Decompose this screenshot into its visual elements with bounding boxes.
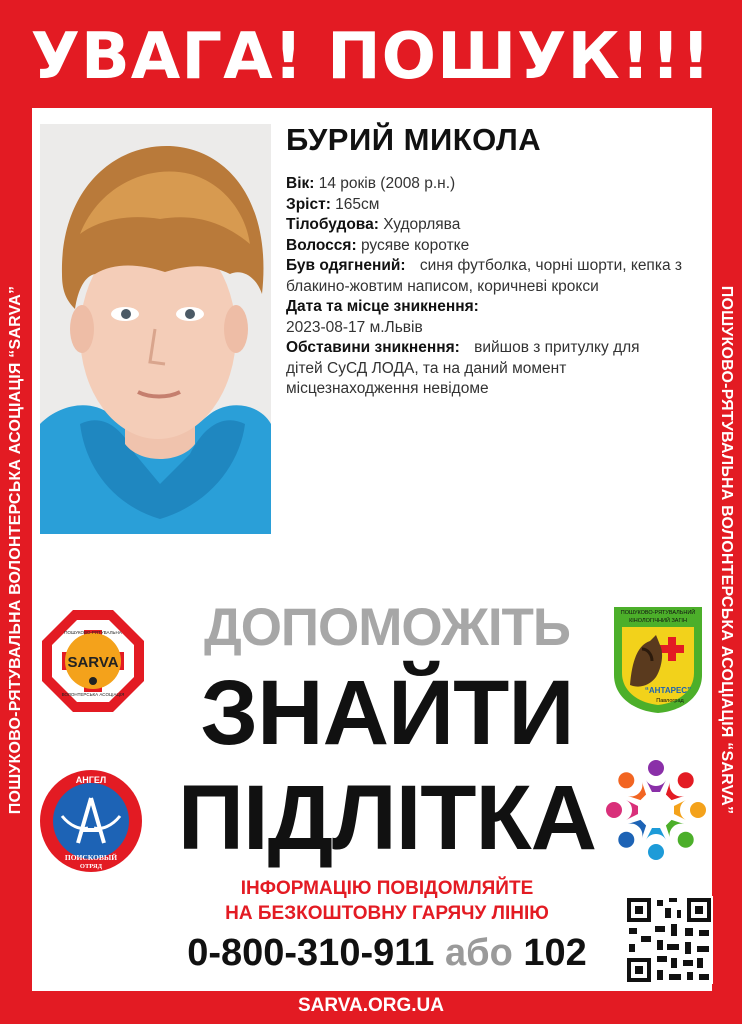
poster-headline: УВАГА! ПОШУК!!! (30, 20, 712, 94)
hotline-notice (152, 876, 622, 926)
angel-logo (38, 768, 144, 874)
appeal-line-help: ДОПОМОЖІТЬ (203, 598, 571, 657)
angel-logo-bottom-2: ОТРЯД (79, 863, 103, 870)
age-value: 14 років (2008 р.н.) (318, 175, 456, 192)
hotline-notice-line2: НА БЕЗКОШТОВНУ ГАРЯЧУ ЛІНІЮ (225, 903, 549, 924)
content-panel (32, 108, 712, 991)
clothing-row (286, 256, 706, 297)
date-row (286, 297, 706, 338)
person-info (286, 120, 706, 400)
angel-logo-top: АНГЕЛ (75, 775, 107, 785)
person-photo (40, 124, 271, 534)
hair-row (286, 236, 706, 257)
age-label: Вік: (286, 175, 315, 192)
antares-logo (612, 605, 704, 715)
hair-value: русяве коротке (360, 236, 470, 254)
circumstances-value-line2: дітей СуСД ЛОДА, та на даний момент (286, 359, 567, 377)
hair-label: Волосся: (286, 236, 357, 254)
appeal-line-teen: ПІДЛІТКА (177, 767, 597, 869)
circumstances-value-line1: вийшов з притулку для (474, 339, 640, 356)
sarva-logo-ring-top: ПОШУКОВО-РЯТУВАЛЬНА (64, 630, 122, 635)
antares-logo-city: Павлоград (656, 698, 684, 704)
build-value: Худорлява (383, 216, 461, 233)
build-row (286, 215, 706, 236)
side-text-right-label: ПОШУКОВО-РЯТУВАЛЬНА ВОЛОНТЕРСЬКА АСОЦІАЦІЯ “SARVA” (718, 285, 735, 814)
antares-logo-top-1: ПОШУКОВО-РЯТУВАЛЬНИЙ (620, 610, 696, 616)
build-label: Тілобудова: (286, 216, 379, 233)
circumstances-row (286, 338, 706, 400)
clothing-label: Був одягнений: (286, 257, 406, 274)
date-label: Дата та місце зникнення: (286, 298, 479, 315)
date-value: 2023-08-17 м.Львів (286, 318, 423, 336)
volunteer-circle-logo (602, 756, 710, 864)
sarva-logo (40, 608, 146, 714)
hotline-number: 0-800-310-911 (187, 932, 435, 974)
sarva-logo-ring-bottom: ВОЛОНТЕРСЬКА АСОЦІАЦІЯ (61, 692, 125, 697)
circumstances-label: Обставини зникнення: (286, 339, 460, 356)
qr-code (625, 896, 713, 984)
height-row (286, 195, 706, 216)
height-label: Зріст: (286, 195, 331, 213)
emergency-number: 102 (523, 932, 587, 974)
angel-logo-bottom-1: ПОИСКОВЫЙ (64, 853, 118, 862)
hotline-notice-line1: ІНФОРМАЦІЮ ПОВІДОМЛЯЙТЕ (240, 878, 534, 899)
antares-logo-top-2: КІНОЛОГІЧНИЙ ЗАГІН (629, 618, 687, 624)
clothing-value-line1: синя футболка, чорні шорти, кепка з (419, 257, 682, 274)
clothing-value-line2: блакино-жовтим написом, коричневі крокси (286, 277, 599, 295)
height-value: 165см (335, 195, 380, 213)
or-word: або (444, 932, 513, 974)
hotline-phone (142, 930, 632, 976)
age-row (286, 174, 706, 195)
person-name: БУРИЙ МИКОЛА (286, 122, 542, 157)
website-footer: SARVA.ORG.UA (297, 995, 445, 1016)
antares-logo-name: “АНТАРЕС” (644, 686, 692, 695)
appeal-line-find: ЗНАЙТИ (200, 662, 574, 764)
side-text-left-label: ПОШУКОВО-РЯТУВАЛЬНА ВОЛОНТЕРСЬКА АСОЦІАЦІЯ “SARVA” (7, 285, 24, 814)
side-text-right (710, 108, 742, 991)
sarva-logo-text: SARVA (67, 654, 119, 671)
side-text-left (0, 108, 32, 991)
circumstances-value-line3: місцезнаходження невідоме (286, 380, 489, 397)
